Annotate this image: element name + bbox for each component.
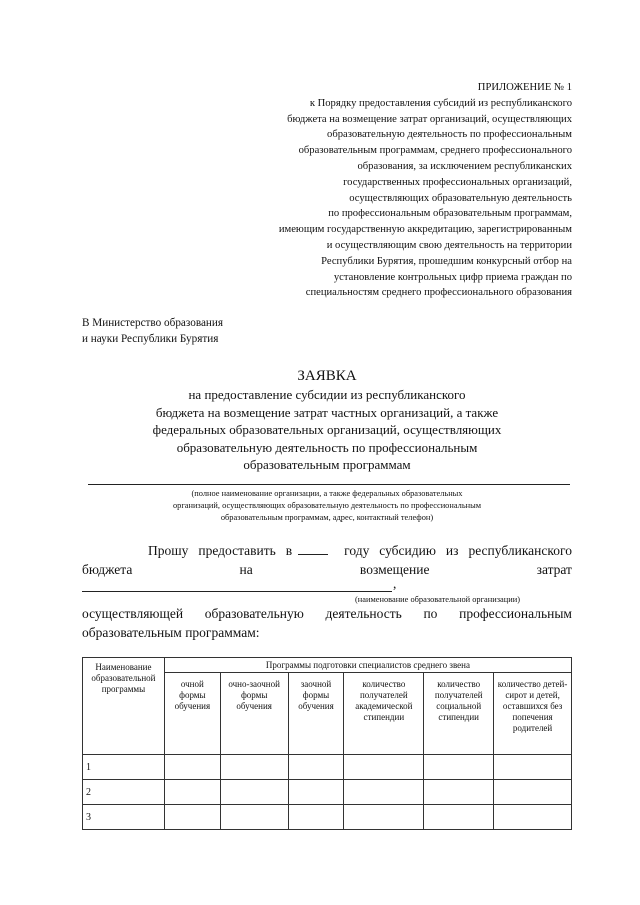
row-number: 1 bbox=[83, 755, 165, 780]
org-name-fill-line[interactable] bbox=[88, 484, 570, 485]
table-cell[interactable] bbox=[164, 780, 220, 805]
request-paragraph-cont bbox=[82, 604, 572, 642]
table-header-row bbox=[83, 658, 572, 673]
title-line: образовательную деятельность по профессиональным bbox=[176, 439, 478, 455]
table-cell[interactable] bbox=[494, 805, 572, 830]
table-cell[interactable] bbox=[494, 780, 572, 805]
year-fill-line[interactable] bbox=[298, 542, 328, 555]
table-cell[interactable] bbox=[288, 755, 344, 780]
appendix-line: осуществляющих образовательную деятельность bbox=[349, 192, 572, 204]
caption-line: образовательным программам, адрес, контактный телефон) bbox=[220, 513, 434, 522]
request-line-1: Прошу предоставить в году субсидию из республиканского bbox=[148, 543, 572, 558]
program-name-header: Наименование образовательной программы bbox=[83, 658, 165, 755]
appendix-line: установление контрольных цифр приема граждан по bbox=[333, 271, 572, 283]
appendix-line: Республики Бурятия, прошедшим конкурсный отбор на bbox=[321, 255, 572, 267]
col-header-distance: заочной формы обучения bbox=[288, 673, 344, 755]
appendix-line: и осуществляющим свою деятельность на территории bbox=[326, 239, 572, 251]
caption-line: организаций, осуществляющих образовательную деятельность по профессиональным bbox=[172, 501, 482, 510]
table-row bbox=[83, 805, 572, 830]
col-header-orphans: количество детей-сирот и детей, оставшихся без попечения родителей bbox=[494, 673, 572, 755]
addressee bbox=[82, 315, 223, 347]
title-line: бюджета на возмещение затрат частных организаций, а также bbox=[155, 404, 499, 420]
title-line: образовательным программам bbox=[243, 457, 411, 472]
caption-line: (полное наименование организации, а также федеральных образовательных bbox=[191, 489, 463, 498]
appendix-header bbox=[152, 80, 572, 301]
title-heading: ЗАЯВКА bbox=[297, 368, 357, 384]
request-line-3: осуществляющей образовательную деятельность по профессиональным bbox=[82, 606, 572, 621]
col-header-academic-scholarship: количество получателей академической стипендии bbox=[344, 673, 424, 755]
addressee-line: В Министерство образования bbox=[82, 317, 224, 329]
table-cell[interactable] bbox=[288, 805, 344, 830]
request-line-2: бюджета на возмещение затрат bbox=[82, 562, 572, 577]
table-row bbox=[83, 755, 572, 780]
title-line: на предоставление субсидии из республиканского bbox=[188, 387, 466, 402]
table-cell[interactable] bbox=[424, 805, 494, 830]
institution-name-caption: (наименование образовательной организации) bbox=[354, 595, 520, 604]
table-cell[interactable] bbox=[288, 780, 344, 805]
institution-name-fill-line[interactable] bbox=[82, 591, 392, 592]
col-header-fulltime: очной формы обучения bbox=[164, 673, 220, 755]
row-number: 3 bbox=[83, 805, 165, 830]
table-cell[interactable] bbox=[494, 755, 572, 780]
title-line: федеральных образовательных организаций, осуществляющих bbox=[152, 422, 502, 437]
table-cell[interactable] bbox=[424, 780, 494, 805]
org-name-caption bbox=[82, 488, 572, 524]
appendix-line: образовательным программам, среднего профессионального bbox=[298, 145, 572, 157]
request-paragraph bbox=[82, 541, 572, 579]
appendix-line: образовательную деятельность по профессиональным bbox=[327, 129, 572, 141]
appendix-line: государственных профессиональных организаций, bbox=[343, 176, 572, 188]
table-cell[interactable] bbox=[344, 780, 424, 805]
addressee-line: и науки Республики Бурятия bbox=[82, 333, 219, 345]
col-header-parttime: очно-заочной формы обучения bbox=[220, 673, 288, 755]
table-row bbox=[83, 780, 572, 805]
appendix-line: по профессиональным образовательным программам, bbox=[328, 208, 572, 220]
table-cell[interactable] bbox=[344, 755, 424, 780]
programs-group-header: Программы подготовки специалистов среднего звена bbox=[164, 658, 571, 673]
appendix-line: ПРИЛОЖЕНИЕ № 1 bbox=[477, 82, 572, 93]
table-cell[interactable] bbox=[164, 805, 220, 830]
table-cell[interactable] bbox=[220, 780, 288, 805]
request-line-4: образовательным программам: bbox=[82, 625, 260, 640]
table-cell[interactable] bbox=[220, 755, 288, 780]
appendix-line: специальностям среднего профессионального образования bbox=[305, 287, 572, 299]
table-cell[interactable] bbox=[164, 755, 220, 780]
table-cell[interactable] bbox=[424, 755, 494, 780]
table-cell[interactable] bbox=[220, 805, 288, 830]
appendix-line: имеющим государственную аккредитацию, зарегистрированным bbox=[278, 224, 572, 236]
table-cell[interactable] bbox=[344, 805, 424, 830]
appendix-line: образования, за исключением республиканских bbox=[357, 160, 572, 172]
application-title bbox=[82, 366, 572, 474]
row-number: 2 bbox=[83, 780, 165, 805]
programs-table bbox=[82, 657, 572, 830]
appendix-line: к Порядку предоставления субсидий из республиканского bbox=[309, 97, 572, 109]
comma: , bbox=[393, 576, 397, 591]
appendix-line: бюджета на возмещение затрат организаций, осуществляющих bbox=[287, 113, 572, 125]
col-header-social-scholarship: количество получателей социальной стипендии bbox=[424, 673, 494, 755]
